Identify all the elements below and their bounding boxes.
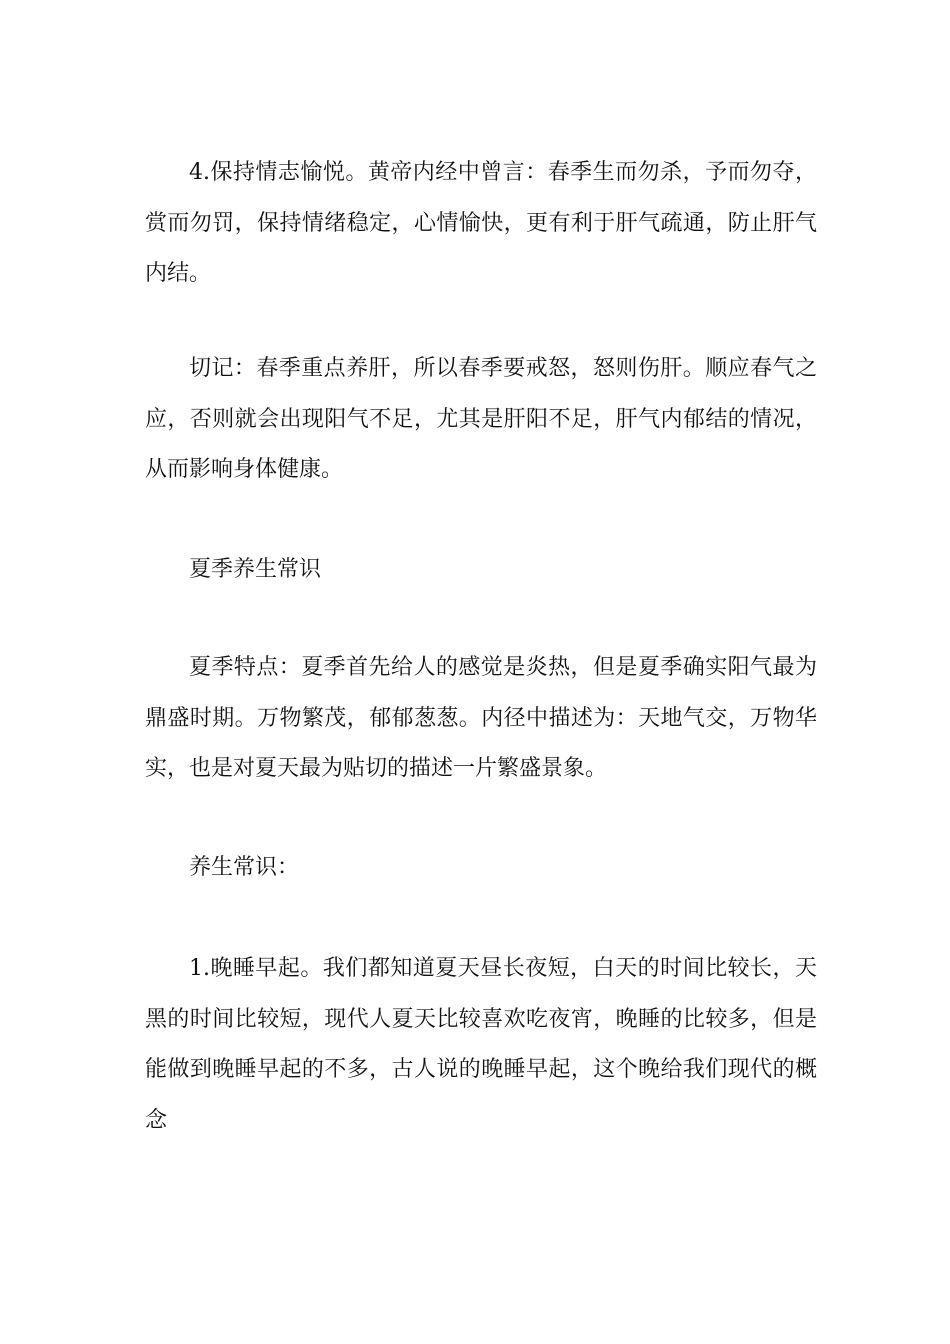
paragraph-emotional-wellbeing: 4.保持情志愉悦。黄帝内经中曾言：春季生而勿杀，予而勿夺，赏而勿罚，保持情绪稳定，心情愉快，更有利于肝气疏通，防止肝气内结。 bbox=[145, 160, 817, 286]
subheading-health-knowledge: 养生常识： bbox=[189, 855, 300, 880]
paragraph-summer-features: 夏季特点：夏季首先给人的感觉是炎热，但是夏季确实阳气最为鼎盛时期。万物繁茂，郁郁葱葱。内径中描述为：天地气交，万物华实，也是对夏天最为贴切的描述一片繁盛景象。 bbox=[145, 655, 817, 781]
section-heading-summer: 夏季养生常识 bbox=[189, 557, 322, 582]
paragraph-spring-caution: 切记：春季重点养肝，所以春季要戒怒，怒则伤肝。顺应春气之应，否则就会出现阳气不足，尤其是肝阳不足，肝气内郁结的情况，从而影响身体健康。 bbox=[145, 356, 817, 482]
paragraph-late-sleep-early-rise: 1.晚睡早起。我们都知道夏天昼长夜短，白天的时间比较长，天黑的时间比较短，现代人夏天比较喜欢吃夜宵，晚睡的比较多，但是能做到晚睡早起的不多，古人说的晚睡早起，这个晚给我们现代的概念 bbox=[145, 956, 817, 1133]
